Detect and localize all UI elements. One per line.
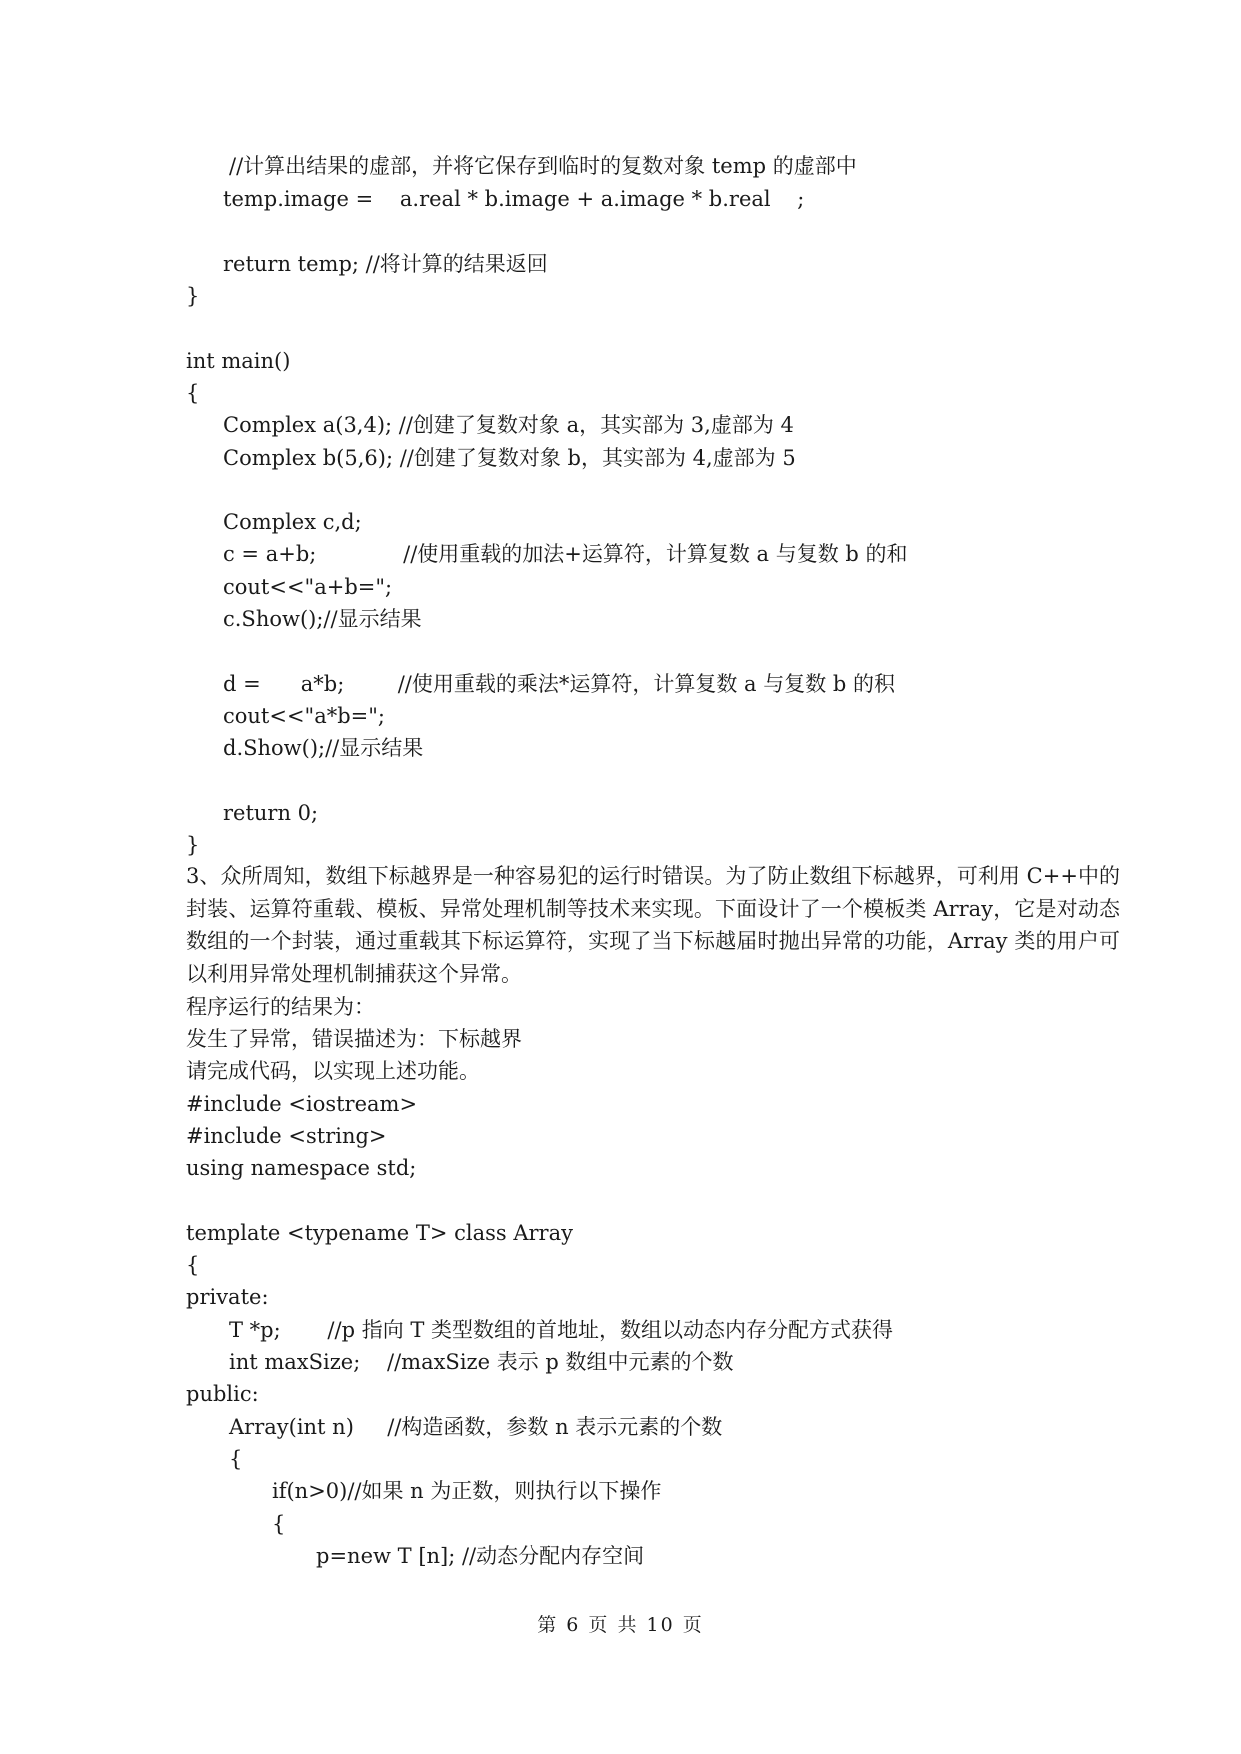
code-line: { xyxy=(186,381,200,405)
code-line: } xyxy=(186,284,200,308)
code-line: return 0; xyxy=(223,801,319,825)
code-line: temp.image = a.real * b.image + a.image * b.real ; xyxy=(223,187,805,211)
code-line: using namespace std; xyxy=(186,1156,417,1180)
code-line: if(n>0)//如果 n 为正数，则执行以下操作 xyxy=(272,1479,662,1503)
code-line: c.Show();//显示结果 xyxy=(223,607,422,631)
code-line: #include <string> xyxy=(186,1124,387,1148)
result-intro: 程序运行的结果为： xyxy=(186,995,375,1019)
code-line: { xyxy=(229,1447,243,1471)
code-line: int maxSize; //maxSize 表示 p 数组中元素的个数 xyxy=(229,1350,734,1374)
code-line: { xyxy=(272,1512,286,1536)
code-line: int main() xyxy=(186,349,291,373)
code-line: Complex a(3,4); //创建了复数对象 a，其实部为 3,虚部为 4 xyxy=(223,413,794,437)
code-line: c = a+b; //使用重载的加法+运算符，计算复数 a 与复数 b 的和 xyxy=(223,542,908,566)
code-line: Array(int n) //构造函数，参数 n 表示元素的个数 xyxy=(229,1415,723,1439)
code-line: d.Show();//显示结果 xyxy=(223,736,424,760)
question-paragraph: 3、众所周知，数组下标越界是一种容易犯的运行时错误。为了防止数组下标越界，可利用 C++中的封装、运算符重载、模板、异常处理机制等技术来实现。下面设计了一个模板类 Array，它是对动态数组的一个封装，通过重载其下标运算符，实现了当下标越届时抛出异常的功能，Array 类的用户可以利用异常处理机制捕获这个异常。 xyxy=(186,864,1120,986)
code-line: //计算出结果的虚部，并将它保存到临时的复数对象 temp 的虚部中 xyxy=(229,154,857,178)
code-line: return temp; //将计算的结果返回 xyxy=(223,252,548,276)
code-line: Complex b(5,6); //创建了复数对象 b，其实部为 4,虚部为 5 xyxy=(223,446,796,470)
code-line: template <typename T> class Array xyxy=(186,1221,573,1245)
page-footer: 第 6 页 共 10 页 xyxy=(537,1614,704,1636)
result-output: 发生了异常，错误描述为：下标越界 xyxy=(186,1027,522,1051)
code-line: p=new T [n]; //动态分配内存空间 xyxy=(316,1544,645,1568)
code-line: T *p; //p 指向 T 类型数组的首地址，数组以动态内存分配方式获得 xyxy=(229,1318,894,1342)
code-line: cout<<"a*b="; xyxy=(223,704,386,728)
code-line: public: xyxy=(186,1382,259,1406)
code-line: Complex c,d; xyxy=(223,510,362,534)
code-line: } xyxy=(186,833,200,857)
code-line: d = a*b; //使用重载的乘法*运算符，计算复数 a 与复数 b 的积 xyxy=(223,672,896,696)
instruction: 请完成代码，以实现上述功能。 xyxy=(186,1059,480,1083)
code-line: #include <iostream> xyxy=(186,1092,418,1116)
code-line: private: xyxy=(186,1285,269,1309)
code-line: { xyxy=(186,1253,200,1277)
code-line: cout<<"a+b="; xyxy=(223,575,393,599)
